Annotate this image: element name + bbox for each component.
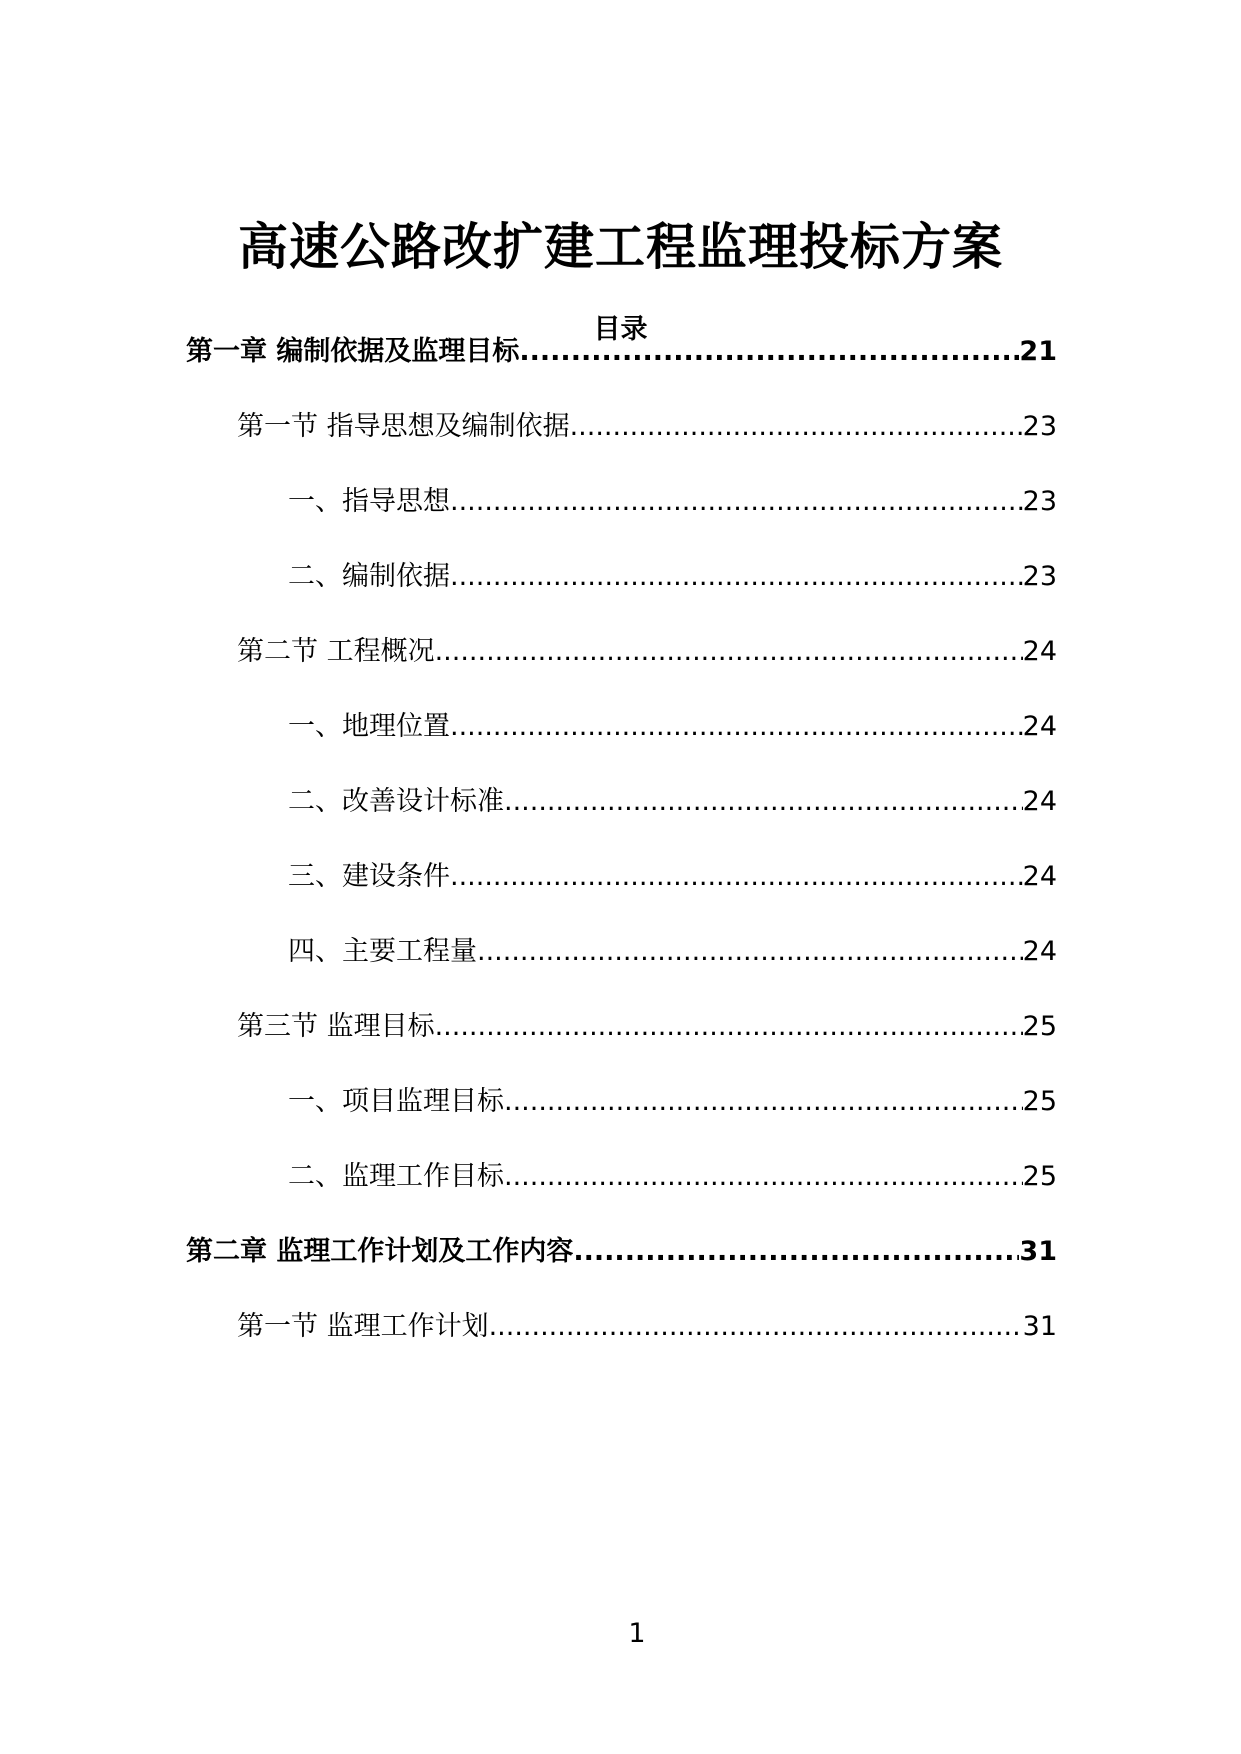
toc-entry-page: 24 xyxy=(1022,936,1057,967)
toc-entry-label: 第二节 工程概况 xyxy=(237,636,435,667)
toc-dot-leader xyxy=(450,705,1023,749)
toc-entry-section[interactable] xyxy=(237,630,1057,674)
toc-dot-leader xyxy=(504,1080,1023,1124)
toc-entry-page: 24 xyxy=(1022,711,1057,742)
toc-entry-page: 24 xyxy=(1022,861,1057,892)
toc-entry-label: 第三节 监理目标 xyxy=(237,1011,435,1042)
toc-dot-leader xyxy=(450,555,1023,599)
toc-entry-page: 23 xyxy=(1022,411,1057,442)
toc-entry-page: 23 xyxy=(1022,561,1057,592)
toc-dot-leader xyxy=(570,405,1023,449)
toc-entry-chapter[interactable] xyxy=(186,1230,1057,1274)
toc-entry-label: 第一节 监理工作计划 xyxy=(237,1311,489,1342)
toc-entry-label: 第一节 指导思想及编制依据 xyxy=(237,411,570,442)
toc-dot-leader xyxy=(519,330,1019,374)
toc-entry-label: 第一章 编制依据及监理目标 xyxy=(186,336,520,367)
toc-dot-leader xyxy=(450,480,1023,524)
toc-entry-page: 25 xyxy=(1022,1011,1057,1042)
toc-dot-leader xyxy=(450,855,1023,899)
document-title: 高速公路改扩建工程监理投标方案 xyxy=(238,217,1003,276)
toc-entry-section[interactable] xyxy=(237,405,1057,449)
toc-entry-item[interactable] xyxy=(288,855,1057,899)
toc-entry-label: 二、编制依据 xyxy=(288,561,450,592)
toc-entry-page: 24 xyxy=(1022,636,1057,667)
page-number: 1 xyxy=(628,1618,646,1649)
toc-entry-page: 25 xyxy=(1022,1161,1057,1192)
toc-entry-label: 二、改善设计标准 xyxy=(288,786,504,817)
toc-dot-leader xyxy=(435,630,1023,674)
toc-entry-item[interactable] xyxy=(288,930,1057,974)
toc-entry-page: 31 xyxy=(1022,1311,1057,1342)
toc-entry-item[interactable] xyxy=(288,780,1057,824)
toc-entry-page: 24 xyxy=(1022,786,1057,817)
toc-dot-leader xyxy=(489,1305,1023,1349)
toc-entry-item[interactable] xyxy=(288,555,1057,599)
toc-entry-item[interactable] xyxy=(288,705,1057,749)
toc-entry-item[interactable] xyxy=(288,1080,1057,1124)
toc-dot-leader xyxy=(435,1005,1023,1049)
toc-entry-item[interactable] xyxy=(288,1155,1057,1199)
toc-entry-label: 二、监理工作目标 xyxy=(288,1161,504,1192)
toc-dot-leader xyxy=(573,1230,1019,1274)
toc-entry-page: 25 xyxy=(1022,1086,1057,1117)
toc-dot-leader xyxy=(477,930,1023,974)
toc-entry-label: 一、指导思想 xyxy=(288,486,450,517)
toc-dot-leader xyxy=(504,1155,1023,1199)
toc-dot-leader xyxy=(504,780,1023,824)
toc-entry-section[interactable] xyxy=(237,1005,1057,1049)
toc-entry-label: 一、项目监理目标 xyxy=(288,1086,504,1117)
toc-entry-page: 21 xyxy=(1019,336,1057,367)
toc-entry-label: 四、主要工程量 xyxy=(288,936,477,967)
toc-entry-label: 第二章 监理工作计划及工作内容 xyxy=(186,1236,574,1267)
toc-entry-section[interactable] xyxy=(237,1305,1057,1349)
toc-entry-item[interactable] xyxy=(288,480,1057,524)
toc-entry-page: 23 xyxy=(1022,486,1057,517)
toc-entry-label: 一、地理位置 xyxy=(288,711,450,742)
toc-heading: 目录 xyxy=(593,314,648,345)
toc-entry-page: 31 xyxy=(1019,1236,1057,1267)
toc-entry-chapter[interactable] xyxy=(186,330,1057,374)
toc-entry-label: 三、建设条件 xyxy=(288,861,450,892)
